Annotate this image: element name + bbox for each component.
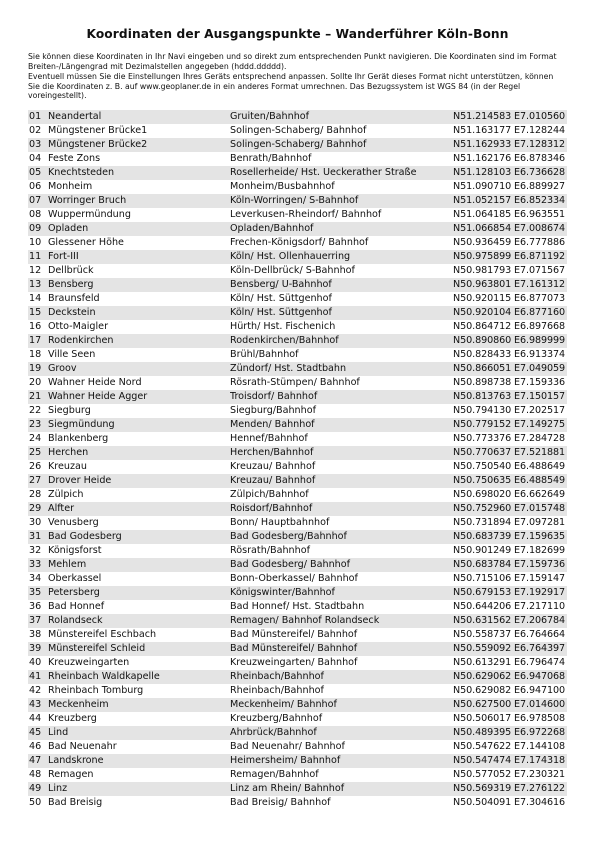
transit-stop: Köln/ Hst. Süttgenhof xyxy=(230,293,332,305)
starting-point-name: Siegburg xyxy=(48,405,91,417)
row-number: 48 xyxy=(29,769,42,781)
coordinates: N50.828433 E6.913374 xyxy=(453,349,565,361)
starting-point-name: Lind xyxy=(48,727,69,739)
starting-point-name: Bensberg xyxy=(48,279,94,291)
coordinates: N51.052157 E6.852334 xyxy=(453,195,565,207)
coordinates: N50.750540 E6.488649 xyxy=(453,461,565,473)
table-row xyxy=(28,348,567,362)
coordinates: N50.901249 E7.182699 xyxy=(453,545,565,557)
row-number: 40 xyxy=(29,657,42,669)
coordinates: N50.794130 E7.202517 xyxy=(453,405,565,417)
table-row xyxy=(28,446,567,460)
starting-point-name: Königsforst xyxy=(48,545,102,557)
table-row xyxy=(28,544,567,558)
table-row xyxy=(28,530,567,544)
transit-stop: Solingen-Schaberg/ Bahnhof xyxy=(230,125,367,137)
starting-point-name: Münstereifel Schleid xyxy=(48,643,146,655)
coordinates: N51.163177 E7.128244 xyxy=(453,125,565,137)
table-row xyxy=(28,768,567,782)
table-row xyxy=(28,306,567,320)
coordinates: N50.504091 E7.304616 xyxy=(453,797,565,809)
row-number: 31 xyxy=(29,531,42,543)
starting-point-name: Drover Heide xyxy=(48,475,112,487)
table-row xyxy=(28,628,567,642)
table-row xyxy=(28,250,567,264)
starting-point-name: Bad Honnef xyxy=(48,601,105,613)
transit-stop: Rösrath-Stümpen/ Bahnhof xyxy=(230,377,360,389)
table-row xyxy=(28,432,567,446)
transit-stop: Heimersheim/ Bahnhof xyxy=(230,755,341,767)
coordinates: N50.773376 E7.284728 xyxy=(453,433,565,445)
table-row xyxy=(28,222,567,236)
coordinates: N51.090710 E6.889927 xyxy=(453,181,565,193)
coordinates: N50.613291 E6.796474 xyxy=(453,657,565,669)
starting-point-name: Kreuzweingarten xyxy=(48,657,130,669)
transit-stop: Gruiten/Bahnhof xyxy=(230,111,310,123)
page-title: Koordinaten der Ausgangspunkte – Wanderführer Köln-Bonn xyxy=(86,27,509,41)
table-row xyxy=(28,600,567,614)
starting-point-name: Knechtsteden xyxy=(48,167,115,179)
row-number: 09 xyxy=(29,223,42,235)
coordinates: N50.779152 E7.149275 xyxy=(453,419,565,431)
coordinates: N50.920104 E6.877160 xyxy=(453,307,565,319)
table-row xyxy=(28,502,567,516)
row-number: 19 xyxy=(29,363,42,375)
coordinates: N50.813763 E7.150157 xyxy=(453,391,565,403)
table-row xyxy=(28,488,567,502)
coordinates: N50.547622 E7.144108 xyxy=(453,741,565,753)
row-number: 39 xyxy=(29,643,42,655)
table-row xyxy=(28,264,567,278)
transit-stop: Hürth/ Hst. Fischenich xyxy=(230,321,336,333)
row-number: 23 xyxy=(29,419,42,431)
row-number: 22 xyxy=(29,405,42,417)
starting-point-name: Müngstener Brücke2 xyxy=(48,139,148,151)
row-number: 15 xyxy=(29,307,42,319)
starting-point-name: Rolandseck xyxy=(48,615,103,627)
row-number: 37 xyxy=(29,615,42,627)
coordinates: N51.066854 E7.008674 xyxy=(453,223,565,235)
starting-point-name: Bad Neuenahr xyxy=(48,741,117,753)
table-row xyxy=(28,194,567,208)
row-number: 45 xyxy=(29,727,42,739)
coordinates: N51.162176 E6.878346 xyxy=(453,153,565,165)
table-row xyxy=(28,572,567,586)
table-row xyxy=(28,460,567,474)
coordinates: N50.698020 E6.662649 xyxy=(453,489,565,501)
row-number: 02 xyxy=(29,125,42,137)
table-row xyxy=(28,166,567,180)
coordinates: N50.569319 E7.276122 xyxy=(453,783,565,795)
transit-stop: Solingen-Schaberg/ Bahnhof xyxy=(230,139,367,151)
row-number: 26 xyxy=(29,461,42,473)
transit-stop: Leverkusen-Rheindorf/ Bahnhof xyxy=(230,209,382,221)
coordinates: N50.683739 E7.159635 xyxy=(453,531,565,543)
starting-point-name: Rheinbach Tomburg xyxy=(48,685,144,697)
transit-stop: Troisdorf/ Bahnhof xyxy=(230,391,318,403)
row-number: 25 xyxy=(29,447,42,459)
row-number: 17 xyxy=(29,335,42,347)
transit-stop: Bensberg/ U-Bahnhof xyxy=(230,279,332,291)
starting-point-name: Kreuzau xyxy=(48,461,88,473)
row-number: 28 xyxy=(29,489,42,501)
table-row xyxy=(28,684,567,698)
row-number: 11 xyxy=(29,251,42,263)
coordinates: N50.866051 E7.049059 xyxy=(453,363,565,375)
table-row xyxy=(28,138,567,152)
starting-point-name: Wahner Heide Nord xyxy=(48,377,142,389)
starting-point-name: Münstereifel Eschbach xyxy=(48,629,157,641)
starting-point-name: Remagen xyxy=(48,769,94,781)
transit-stop: Kreuzberg/Bahnhof xyxy=(230,713,323,725)
row-number: 34 xyxy=(29,573,42,585)
transit-stop: Zündorf/ Hst. Stadtbahn xyxy=(230,363,347,375)
starting-point-name: Meckenheim xyxy=(48,699,109,711)
starting-point-name: Glessener Höhe xyxy=(48,237,124,249)
transit-stop: Monheim/Busbahnhof xyxy=(230,181,335,193)
starting-point-name: Worringer Bruch xyxy=(48,195,127,207)
transit-stop: Kreuzau/ Bahnhof xyxy=(230,475,316,487)
transit-stop: Benrath/Bahnhof xyxy=(230,153,312,165)
transit-stop: Bad Münstereifel/ Bahnhof xyxy=(230,643,358,655)
transit-stop: Köln-Worringen/ S-Bahnhof xyxy=(230,195,359,207)
coordinates: N50.683784 E7.159736 xyxy=(453,559,565,571)
row-number: 10 xyxy=(29,237,42,249)
coordinates: N50.558737 E6.764664 xyxy=(453,629,565,641)
starting-point-name: Zülpich xyxy=(48,489,84,501)
row-number: 38 xyxy=(29,629,42,641)
starting-point-name: Herchen xyxy=(48,447,89,459)
transit-stop: Köln/ Hst. Ollenhauerring xyxy=(230,251,351,263)
transit-stop: Rösrath/Bahnhof xyxy=(230,545,310,557)
transit-stop: Bad Neuenahr/ Bahnhof xyxy=(230,741,345,753)
table-row xyxy=(28,740,567,754)
row-number: 29 xyxy=(29,503,42,515)
row-number: 21 xyxy=(29,391,42,403)
transit-stop: Bad Breisig/ Bahnhof xyxy=(230,797,331,809)
transit-stop: Remagen/Bahnhof xyxy=(230,769,319,781)
coordinates: N50.644206 E7.217110 xyxy=(453,601,565,613)
coordinates: N50.752960 E7.015748 xyxy=(453,503,565,515)
row-number: 04 xyxy=(29,153,42,165)
transit-stop: Opladen/Bahnhof xyxy=(230,223,314,235)
coordinates: N50.963801 E7.161312 xyxy=(453,279,565,291)
table-row xyxy=(28,278,567,292)
coordinates: N51.214583 E7.010560 xyxy=(453,111,565,123)
table-row xyxy=(28,404,567,418)
starting-point-name: Fort-III xyxy=(48,251,79,263)
table-row xyxy=(28,698,567,712)
starting-point-name: Braunsfeld xyxy=(48,293,100,305)
starting-point-name: Wuppermündung xyxy=(48,209,131,221)
coordinates: N51.162933 E7.128312 xyxy=(453,139,565,151)
row-number: 33 xyxy=(29,559,42,571)
coordinates: N50.679153 E7.192917 xyxy=(453,587,565,599)
starting-point-name: Bad Breisig xyxy=(48,797,103,809)
table-row xyxy=(28,642,567,656)
table-row xyxy=(28,782,567,796)
transit-stop: Remagen/ Bahnhof Rolandseck xyxy=(230,615,380,627)
transit-stop: Köln/ Hst. Süttgenhof xyxy=(230,307,332,319)
coordinates: N51.128103 E6.736628 xyxy=(453,167,565,179)
transit-stop: Linz am Rhein/ Bahnhof xyxy=(230,783,345,795)
table-row xyxy=(28,726,567,740)
table-row xyxy=(28,390,567,404)
transit-stop: Siegburg/Bahnhof xyxy=(230,405,316,417)
row-number: 32 xyxy=(29,545,42,557)
starting-point-name: Müngstener Brücke1 xyxy=(48,125,148,137)
transit-stop: Menden/ Bahnhof xyxy=(230,419,315,431)
transit-stop: Bad Godesberg/Bahnhof xyxy=(230,531,347,543)
coordinates: N50.629082 E6.947100 xyxy=(453,685,565,697)
table-row xyxy=(28,180,567,194)
table-row xyxy=(28,712,567,726)
table-row xyxy=(28,796,567,810)
starting-point-name: Rheinbach Waldkapelle xyxy=(48,671,160,683)
transit-stop: Frechen-Königsdorf/ Bahnhof xyxy=(230,237,369,249)
row-number: 07 xyxy=(29,195,42,207)
intro-paragraph-2: Eventuell müssen Sie die Einstellungen Ihres Geräts entsprechend anpassen. Sollte Ihr Gerät dieses Format nicht unterstützen, können Sie die Koordinaten z. B. auf www.geoplaner.de in ein anderes Format umrechnen. Das Bezugssystem ist WGS 84 (in der Regel voreingestellt). xyxy=(28,72,554,101)
row-number: 42 xyxy=(29,685,42,697)
transit-stop: Bad Honnef/ Hst. Stadtbahn xyxy=(230,601,365,613)
transit-stop: Bonn-Oberkassel/ Bahnhof xyxy=(230,573,358,585)
transit-stop: Bad Godesberg/ Bahnhof xyxy=(230,559,350,571)
table-row xyxy=(28,292,567,306)
transit-stop: Meckenheim/ Bahnhof xyxy=(230,699,337,711)
row-number: 41 xyxy=(29,671,42,683)
table-row xyxy=(28,208,567,222)
starting-point-name: Monheim xyxy=(48,181,93,193)
transit-stop: Brühl/Bahnhof xyxy=(230,349,299,361)
transit-stop: Bonn/ Hauptbahnhof xyxy=(230,517,330,529)
coordinates: N50.506017 E6.978508 xyxy=(453,713,565,725)
starting-point-name: Alfter xyxy=(48,503,75,515)
starting-point-name: Dellbrück xyxy=(48,265,94,277)
coordinates: N50.890860 E6.989999 xyxy=(453,335,565,347)
transit-stop: Bad Münstereifel/ Bahnhof xyxy=(230,629,358,641)
transit-stop: Hennef/Bahnhof xyxy=(230,433,308,445)
transit-stop: Ahrbrück/Bahnhof xyxy=(230,727,317,739)
starting-point-name: Petersberg xyxy=(48,587,100,599)
starting-point-name: Venusberg xyxy=(48,517,99,529)
coordinates: N50.559092 E6.764397 xyxy=(453,643,565,655)
row-number: 08 xyxy=(29,209,42,221)
starting-point-name: Siegmündung xyxy=(48,419,115,431)
transit-stop: Kreuzau/ Bahnhof xyxy=(230,461,316,473)
transit-stop: Königswinter/Bahnhof xyxy=(230,587,335,599)
table-row xyxy=(28,754,567,768)
row-number: 30 xyxy=(29,517,42,529)
coordinates: N50.731894 E7.097281 xyxy=(453,517,565,529)
coordinates: N51.064185 E6.963551 xyxy=(453,209,565,221)
table-row xyxy=(28,614,567,628)
table-row xyxy=(28,236,567,250)
table-row xyxy=(28,670,567,684)
coordinates: N50.864712 E6.897668 xyxy=(453,321,565,333)
table-row xyxy=(28,110,567,124)
coordinates: N50.770637 E7.521881 xyxy=(453,447,565,459)
coordinates: N50.627500 E7.014600 xyxy=(453,699,565,711)
row-number: 13 xyxy=(29,279,42,291)
row-number: 03 xyxy=(29,139,42,151)
starting-point-name: Bad Godesberg xyxy=(48,531,122,543)
row-number: 14 xyxy=(29,293,42,305)
row-number: 35 xyxy=(29,587,42,599)
transit-stop: Herchen/Bahnhof xyxy=(230,447,314,459)
row-number: 46 xyxy=(29,741,42,753)
coordinates: N50.547474 E7.174318 xyxy=(453,755,565,767)
transit-stop: Roisdorf/Bahnhof xyxy=(230,503,313,515)
coordinates: N50.629062 E6.947068 xyxy=(453,671,565,683)
coordinates: N50.920115 E6.877073 xyxy=(453,293,565,305)
transit-stop: Zülpich/Bahnhof xyxy=(230,489,309,501)
row-number: 05 xyxy=(29,167,42,179)
coordinates: N50.981793 E7.071567 xyxy=(453,265,565,277)
starting-point-name: Neandertal xyxy=(48,111,102,123)
transit-stop: Kreuzweingarten/ Bahnhof xyxy=(230,657,358,669)
table-row xyxy=(28,152,567,166)
table-row xyxy=(28,362,567,376)
row-number: 49 xyxy=(29,783,42,795)
coordinates: N50.750635 E6.488549 xyxy=(453,475,565,487)
row-number: 50 xyxy=(29,797,42,809)
coordinates: N50.936459 E6.777886 xyxy=(453,237,565,249)
intro-paragraph-1: Sie können diese Koordinaten in Ihr Navi eingeben und so direkt zum entsprechenden Punkt navigieren. Die Koordinaten sind im Format Breiten-/Längengrad mit Dezimalstellen angegeben (hddd.ddddd). xyxy=(28,52,557,71)
starting-point-name: Rodenkirchen xyxy=(48,335,114,347)
row-number: 12 xyxy=(29,265,42,277)
coordinates: N50.715106 E7.159147 xyxy=(453,573,565,585)
table-row xyxy=(28,320,567,334)
row-number: 27 xyxy=(29,475,42,487)
row-number: 24 xyxy=(29,433,42,445)
table-row xyxy=(28,558,567,572)
starting-point-name: Deckstein xyxy=(48,307,96,319)
starting-point-name: Groov xyxy=(48,363,77,375)
starting-point-name: Ville Seen xyxy=(48,349,96,361)
row-number: 44 xyxy=(29,713,42,725)
row-number: 01 xyxy=(29,111,42,123)
row-number: 06 xyxy=(29,181,42,193)
transit-stop: Rheinbach/Bahnhof xyxy=(230,685,324,697)
row-number: 36 xyxy=(29,601,42,613)
coordinates: N50.631562 E7.206784 xyxy=(453,615,565,627)
table-row xyxy=(28,334,567,348)
row-number: 16 xyxy=(29,321,42,333)
row-number: 47 xyxy=(29,755,42,767)
transit-stop: Rheinbach/Bahnhof xyxy=(230,671,324,683)
starting-point-name: Blankenberg xyxy=(48,433,109,445)
transit-stop: Rosellerheide/ Hst. Ueckerather Straße xyxy=(230,167,417,179)
transit-stop: Rodenkirchen/Bahnhof xyxy=(230,335,339,347)
table-row xyxy=(28,474,567,488)
table-row xyxy=(28,124,567,138)
starting-point-name: Mehlem xyxy=(48,559,87,571)
coordinates-table xyxy=(28,110,567,810)
starting-point-name: Kreuzberg xyxy=(48,713,97,725)
table-row xyxy=(28,376,567,390)
row-number: 18 xyxy=(29,349,42,361)
coordinates: N50.898738 E7.159336 xyxy=(453,377,565,389)
starting-point-name: Landskrone xyxy=(48,755,104,767)
row-number: 43 xyxy=(29,699,42,711)
coordinates: N50.489395 E6.972268 xyxy=(453,727,565,739)
row-number: 20 xyxy=(29,377,42,389)
table-row xyxy=(28,516,567,530)
coordinates: N50.577052 E7.230321 xyxy=(453,769,565,781)
coordinates: N50.975899 E6.871192 xyxy=(453,251,565,263)
starting-point-name: Otto-Maigler xyxy=(48,321,109,333)
starting-point-name: Oberkassel xyxy=(48,573,102,585)
starting-point-name: Feste Zons xyxy=(48,153,101,165)
table-row xyxy=(28,656,567,670)
starting-point-name: Wahner Heide Agger xyxy=(48,391,148,403)
table-row xyxy=(28,418,567,432)
transit-stop: Köln-Dellbrück/ S-Bahnhof xyxy=(230,265,355,277)
starting-point-name: Linz xyxy=(48,783,68,795)
table-row xyxy=(28,586,567,600)
starting-point-name: Opladen xyxy=(48,223,89,235)
